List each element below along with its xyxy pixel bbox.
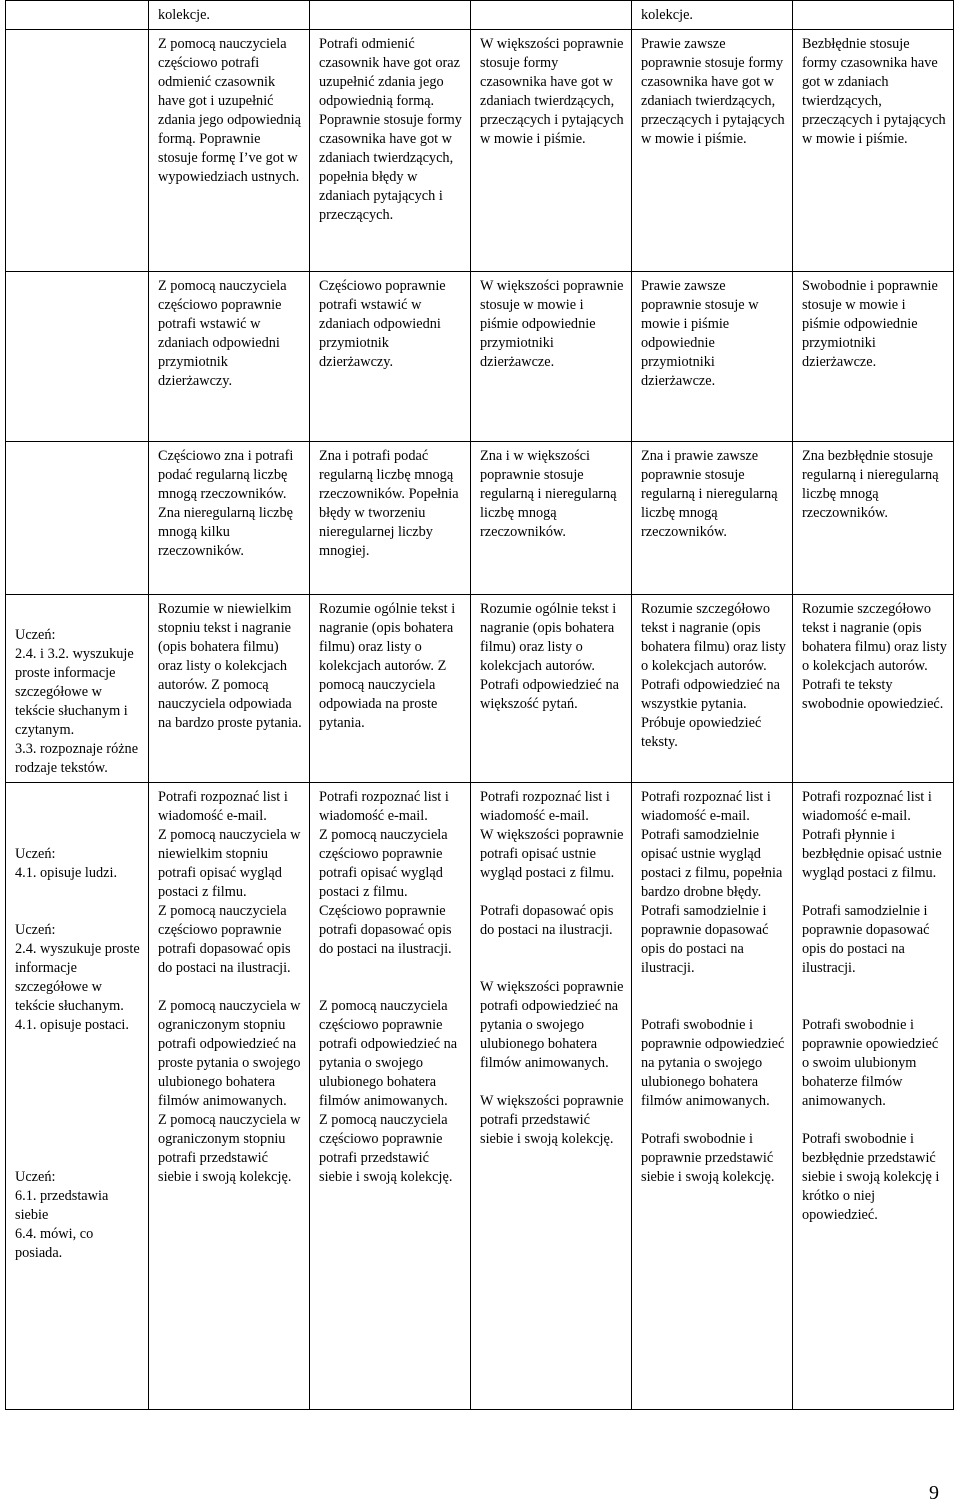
cell-paragraph: Potrafi swobodnie i poprawnie odpowiedzieć na pytania o swojego ulubionego bohatera filmów animowanych. [641, 1017, 785, 1109]
table-row [6, 272, 954, 442]
cell-paragraph [480, 1073, 625, 1092]
cell-paragraph [802, 997, 947, 1016]
cell-paragraph: Potrafi samodzielnie i poprawnie dopasować opis do postaci na ilustracji. [802, 903, 930, 976]
grade-cell [793, 442, 954, 595]
cell-paragraph [15, 1111, 142, 1130]
cell-paragraph: Bezbłędnie stosuje formy czasownika have got w zdaniach twierdzących, przeczących i pytających w mowie i piśmie. [802, 36, 946, 147]
criteria-table-body [6, 1, 954, 1410]
requirement-cell [6, 783, 149, 1410]
grade-cell [310, 442, 471, 595]
grade-cell [471, 595, 632, 783]
cell-paragraph [480, 883, 625, 902]
cell-paragraph [15, 1035, 142, 1054]
table-row [6, 595, 954, 783]
requirement-cell [6, 595, 149, 783]
table-row [6, 1, 954, 30]
cell-paragraph: Potrafi rozpoznać list i wiadomość e-mail. [319, 789, 449, 824]
cell-paragraph: Rozumie szczegółowo tekst i nagranie (opis bohatera filmu) oraz listy o kolekcjach autorów. Potrafi te teksty swobodnie opowiedzieć. [802, 601, 947, 712]
cell-paragraph: 2.4. wyszukuje proste informacje szczegółowe w tekście słuchanym. [15, 941, 140, 1014]
cell-paragraph: Swobodnie i poprawnie stosuje w mowie i piśmie odpowiednie przymiotniki dzierżawcze. [802, 278, 938, 370]
cell-paragraph: Potrafi odmienić czasownik have got oraz uzupełnić zdania jego odpowiednią formą. Poprawnie stosuje formy czasownika have got w zdaniach twierdzących, popełnia błędy w zdaniach pytających i przeczących. [319, 36, 462, 223]
grade-cell [149, 272, 310, 442]
cell-paragraph: Rozumie ogólnie tekst i nagranie (opis bohatera filmu) oraz listy o kolekcjach autorów. Z pomocą nauczyciela odpowiada na proste pytania. [319, 601, 456, 731]
cell-paragraph [15, 807, 142, 826]
cell-paragraph: Potrafi samodzielnie opisać ustnie wygląd postaci z filmu, popełnia bardzo drobne błędy. [641, 827, 783, 900]
grade-cell [471, 272, 632, 442]
cell-paragraph: Częściowo zna i potrafi podać regularną liczbę mnogą rzeczowników. Zna nieregularną liczbę mnogą kilku rzeczowników. [158, 448, 294, 559]
cell-paragraph: Z pomocą nauczyciela częściowo poprawnie potrafi odpowiedzieć na pytania o swojego ulubionego bohatera filmów animowanych. [319, 998, 458, 1109]
cell-paragraph [641, 978, 786, 997]
requirement-cell [6, 442, 149, 595]
cell-paragraph: Częściowo poprawnie potrafi wstawić w zdaniach odpowiedni przymiotnik dzierżawczy. [319, 278, 446, 370]
cell-paragraph [15, 788, 142, 807]
grade-cell [793, 1, 954, 30]
cell-paragraph: W większości poprawnie stosuje w mowie i piśmie odpowiednie przymiotniki dzierżawcze. [480, 278, 624, 370]
grade-cell [632, 783, 793, 1410]
requirement-cell [6, 1, 149, 30]
grade-cell [632, 1, 793, 30]
grade-cell [632, 442, 793, 595]
cell-paragraph [319, 959, 464, 978]
table-row [6, 30, 954, 272]
table-row [6, 442, 954, 595]
cell-paragraph: W większości poprawnie potrafi odpowiedzieć na pytania o swojego ulubionego bohatera filmów animowanych. [480, 979, 624, 1071]
cell-paragraph: Zna i potrafi podać regularną liczbę mnogą rzeczowników. Popełnia błędy w tworzeniu nieregularnej liczby mnogiej. [319, 448, 459, 559]
grade-cell [793, 272, 954, 442]
cell-paragraph: Potrafi rozpoznać list i wiadomość e-mail. [480, 789, 610, 824]
cell-paragraph: Uczeń: [15, 846, 56, 862]
cell-paragraph [15, 902, 142, 921]
cell-paragraph [802, 883, 947, 902]
cell-paragraph: Potrafi rozpoznać list i wiadomość e-mail. [802, 789, 932, 824]
cell-paragraph: Potrafi rozpoznać list i wiadomość e-mail. [158, 789, 288, 824]
cell-paragraph: 6.1. przedstawia siebie [15, 1188, 109, 1223]
cell-paragraph: Zna bezbłędnie stosuje regularną i nieregularną liczbę mnogą rzeczowników. [802, 448, 939, 521]
criteria-table [5, 0, 954, 1410]
cell-paragraph: 2.4. i 3.2. wyszukuje proste informacje szczegółowe w tekście słuchanym i czytanym. [15, 646, 134, 738]
cell-paragraph: Prawie zawsze poprawnie stosuje w mowie i piśmie odpowiednie przymiotniki dzierżawcze. [641, 278, 759, 389]
requirement-cell [6, 30, 149, 272]
cell-paragraph: Z pomocą nauczyciela częściowo poprawnie potrafi przedstawić siebie i swoją kolekcję. [319, 1112, 453, 1185]
cell-paragraph [15, 1073, 142, 1092]
grade-cell [632, 30, 793, 272]
cell-paragraph: 3.3. rozpoznaje różne rodzaje tekstów. [15, 741, 139, 776]
cell-paragraph [319, 978, 464, 997]
cell-paragraph: W większości poprawnie stosuje formy czasownika have got w zdaniach twierdzących, przeczących i pytających w mowie i piśmie. [480, 36, 624, 147]
cell-paragraph: Potrafi samodzielnie i poprawnie dopasować opis do postaci na ilustracji. [641, 903, 769, 976]
grade-cell [632, 595, 793, 783]
cell-paragraph [802, 1111, 947, 1130]
requirement-cell [6, 272, 149, 442]
grade-cell [471, 783, 632, 1410]
grade-cell [149, 1, 310, 30]
table-row [6, 783, 954, 1410]
cell-paragraph [802, 978, 947, 997]
cell-paragraph: W większości poprawnie potrafi opisać ustnie wygląd postaci z filmu. [480, 827, 624, 881]
cell-paragraph: Rozumie w niewielkim stopniu tekst i nagranie (opis bohatera filmu) oraz listy o kolekcjach autorów. Z pomocą nauczyciela odpowiada na bardzo proste pytania. [158, 601, 302, 731]
cell-paragraph: Rozumie ogólnie tekst i nagranie (opis bohatera filmu) oraz listy o kolekcjach autorów. Potrafi odpowiedzieć na większość pytań. [480, 601, 619, 712]
cell-paragraph: 4.1. opisuje ludzi. [15, 865, 118, 881]
cell-paragraph: Z pomocą nauczyciela w niewielkim stopniu potrafi opisać wygląd postaci z filmu. [158, 827, 301, 900]
cell-paragraph [158, 978, 303, 997]
cell-paragraph: Zna i w większości poprawnie stosuje regularną i nieregularną liczbę mnogą rzeczowników. [480, 448, 617, 540]
page-number: 9 [929, 1482, 939, 1504]
cell-paragraph [15, 1092, 142, 1111]
grade-cell [471, 30, 632, 272]
cell-paragraph: Częściowo poprawnie potrafi dopasować opis do postaci na ilustracji. [319, 903, 452, 957]
cell-paragraph: 6.4. mówi, co posiada. [15, 1226, 94, 1261]
grade-cell [149, 595, 310, 783]
cell-paragraph: kolekcje. [641, 7, 694, 23]
cell-paragraph [641, 997, 786, 1016]
cell-paragraph: Z pomocą nauczyciela w ograniczonym stopniu potrafi odpowiedzieć na proste pytania o swojego ulubionego bohatera filmów animowanych. [158, 998, 301, 1109]
cell-paragraph [15, 826, 142, 845]
grade-cell [793, 30, 954, 272]
cell-paragraph [480, 959, 625, 978]
cell-paragraph: Z pomocą nauczyciela częściowo potrafi odmienić czasownik have got i uzupełnić zdania jego odpowiednią formą. Poprawnie stosuje formę I’ve got w wypowiedziach ustnych. [158, 36, 301, 185]
grade-cell [310, 30, 471, 272]
grade-cell [149, 30, 310, 272]
cell-paragraph: Z pomocą nauczyciela w ograniczonym stopniu potrafi przedstawić siebie i swoją kolekcję. [158, 1112, 301, 1185]
grade-cell [310, 1, 471, 30]
cell-paragraph: W większości poprawnie potrafi przedstawić siebie i swoją kolekcję. [480, 1093, 624, 1147]
grade-cell [310, 595, 471, 783]
grade-cell [149, 783, 310, 1410]
cell-paragraph: Uczeń: [15, 627, 56, 643]
cell-paragraph: Potrafi swobodnie i poprawnie przedstawić siebie i swoją kolekcję. [641, 1131, 775, 1185]
grade-cell [149, 442, 310, 595]
cell-paragraph: kolekcje. [158, 7, 211, 23]
cell-paragraph: Uczeń: [15, 922, 56, 938]
cell-paragraph: Potrafi swobodnie i bezbłędnie przedstawić siebie i swoją kolekcję i krótko o niej opowiedzieć. [802, 1131, 940, 1223]
cell-paragraph [15, 1149, 142, 1168]
cell-paragraph: 4.1. opisuje postaci. [15, 1017, 129, 1033]
cell-paragraph [15, 1130, 142, 1149]
grade-cell [632, 272, 793, 442]
grade-cell [471, 442, 632, 595]
cell-paragraph: Potrafi dopasować opis do postaci na ilustracji. [480, 903, 614, 938]
cell-paragraph: Rozumie szczegółowo tekst i nagranie (opis bohatera filmu) oraz listy o kolekcjach autorów. Potrafi odpowiedzieć na wszystkie pytania. Próbuje opowiedzieć teksty. [641, 601, 786, 750]
grade-cell [310, 783, 471, 1410]
cell-paragraph: Z pomocą nauczyciela częściowo poprawnie potrafi dopasować opis do postaci na ilustracji. [158, 903, 291, 976]
grade-cell [793, 783, 954, 1410]
cell-paragraph: Potrafi swobodnie i poprawnie opowiedzieć o swoim ulubionym bohaterze filmów animowanych. [802, 1017, 939, 1109]
cell-paragraph [15, 1054, 142, 1073]
grade-cell [310, 272, 471, 442]
cell-paragraph: Z pomocą nauczyciela częściowo poprawnie potrafi wstawić w zdaniach odpowiedni przymiotnik dzierżawczy. [158, 278, 287, 389]
grade-cell [793, 595, 954, 783]
cell-paragraph: Potrafi rozpoznać list i wiadomość e-mail. [641, 789, 771, 824]
cell-paragraph [480, 940, 625, 959]
cell-paragraph: Zna i prawie zawsze poprawnie stosuje regularną i nieregularną liczbę mnogą rzeczowników. [641, 448, 778, 540]
grade-cell [471, 1, 632, 30]
cell-paragraph: Prawie zawsze poprawnie stosuje formy czasownika have got w zdaniach twierdzących, przeczących i pytających w mowie i piśmie. [641, 36, 785, 147]
cell-paragraph [641, 1111, 786, 1130]
cell-paragraph: Z pomocą nauczyciela częściowo poprawnie potrafi opisać wygląd postaci z filmu. [319, 827, 448, 900]
cell-paragraph: Potrafi płynnie i bezbłędnie opisać ustnie wygląd postaci z filmu. [802, 827, 942, 881]
cell-paragraph: Uczeń: [15, 1169, 56, 1185]
cell-paragraph [15, 883, 142, 902]
